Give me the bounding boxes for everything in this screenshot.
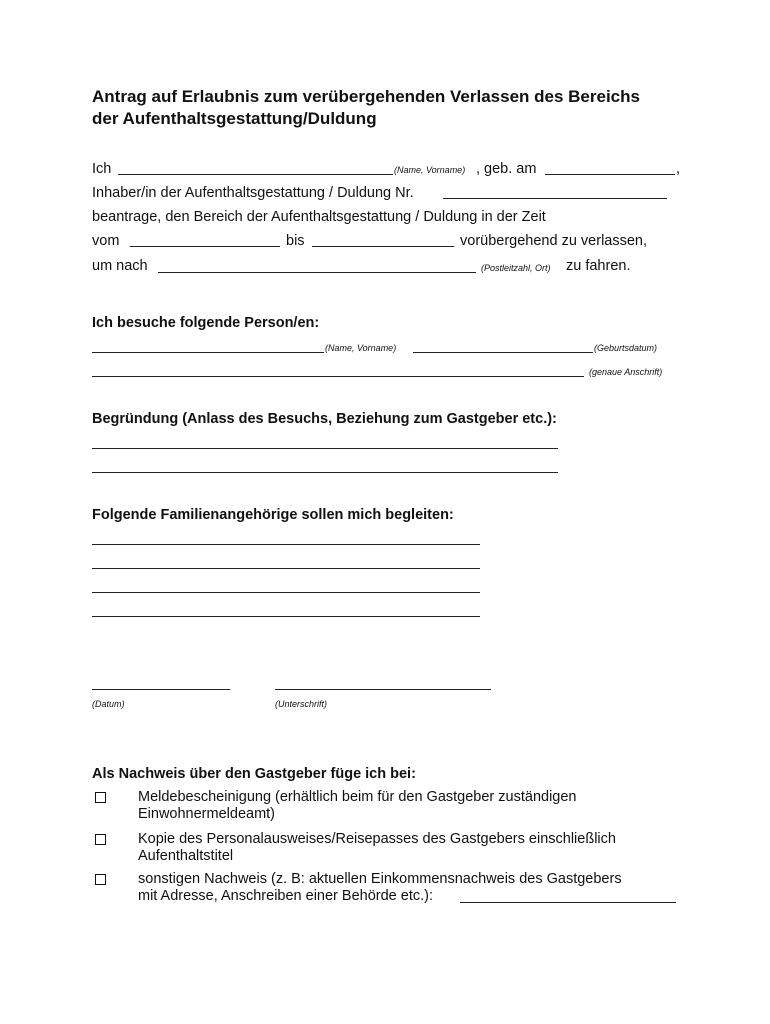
form-title [92, 86, 640, 130]
proof-item-personalausweis [138, 831, 683, 865]
name-hint: (Name, Vorname) [394, 165, 466, 175]
proof-item-1-line-1: Meldebescheinigung (erhältlich beim für den Gastgeber zuständigen [138, 789, 577, 805]
visit-heading: Ich besuche folgende Person/en: [92, 315, 320, 331]
family-line-3[interactable] [92, 592, 480, 593]
zu-fahren-text: zu fahren. [566, 258, 631, 274]
other-proof-field-line[interactable] [460, 902, 676, 903]
geb-am-label: , geb. am [476, 161, 537, 177]
proof-item-meldebescheinigung [138, 789, 683, 823]
title-line-2: der Aufenthaltsgestattung/Duldung [92, 109, 377, 128]
visit-name-hint: (Name, Vorname) [325, 343, 397, 353]
proof-item-3-line-2: mit Adresse, Anschreiben einer Behörde etc.): [138, 888, 433, 904]
checkbox-meldebescheinigung[interactable] [95, 792, 106, 803]
reason-line-1[interactable] [92, 448, 558, 449]
proof-item-2-line-1: Kopie des Personalausweises/Reisepasses des Gastgebers einschließlich [138, 831, 616, 847]
to-date-field-line[interactable] [312, 246, 454, 247]
family-line-2[interactable] [92, 568, 480, 569]
from-date-field-line[interactable] [130, 246, 280, 247]
leave-text: vorübergehend zu verlassen, [460, 233, 648, 249]
request-text: beantrage, den Bereich der Aufenthaltsgestattung / Duldung in der Zeit [92, 209, 546, 225]
proof-item-sonstiger-nachweis [138, 871, 683, 905]
proof-item-2-line-2: Aufenthaltstitel [138, 848, 234, 864]
checkbox-sonstiger-nachweis[interactable] [95, 874, 106, 885]
reason-line-2[interactable] [92, 472, 558, 473]
proof-item-1-line-2: Einwohnermeldeamt) [138, 806, 276, 822]
family-heading: Folgende Familienangehörige sollen mich begleiten: [92, 507, 454, 523]
proof-item-3-line-1: sonstigen Nachweis (z. B: aktuellen Einkommensnachweis des Gastgebers [138, 871, 622, 887]
holder-label: Inhaber/in der Aufenthaltsgestattung / Duldung Nr. [92, 185, 414, 201]
visit-dob-hint: (Geburtsdatum) [594, 343, 658, 353]
birthdate-field-line[interactable] [545, 174, 675, 175]
destination-field-line[interactable] [158, 272, 476, 273]
comma: , [676, 161, 681, 177]
name-field-line[interactable] [118, 174, 393, 175]
vom-label: vom [92, 233, 120, 249]
bis-label: bis [286, 233, 305, 249]
document-number-field-line[interactable] [443, 198, 667, 199]
title-line-1: Antrag auf Erlaubnis zum verübergehenden Verlassen des Bereichs [92, 87, 640, 106]
family-line-4[interactable] [92, 616, 480, 617]
visit-dob-field-line[interactable] [413, 352, 593, 353]
date-field-line[interactable] [92, 689, 230, 690]
reason-heading: Begründung (Anlass des Besuchs, Beziehung zum Gastgeber etc.): [92, 411, 557, 427]
visit-address-hint: (genaue Anschrift) [589, 367, 663, 377]
signature-hint: (Unterschrift) [275, 699, 328, 709]
proof-heading: Als Nachweis über den Gastgeber füge ich bei: [92, 766, 416, 782]
date-hint: (Datum) [92, 699, 125, 709]
ich-label: Ich [92, 161, 112, 177]
checkbox-personalausweis[interactable] [95, 834, 106, 845]
signature-field-line[interactable] [275, 689, 491, 690]
family-line-1[interactable] [92, 544, 480, 545]
um-nach-label: um nach [92, 258, 148, 274]
visit-address-field-line[interactable] [92, 376, 584, 377]
place-hint: (Postleitzahl, Ort) [481, 263, 551, 273]
visit-name-field-line[interactable] [92, 352, 324, 353]
